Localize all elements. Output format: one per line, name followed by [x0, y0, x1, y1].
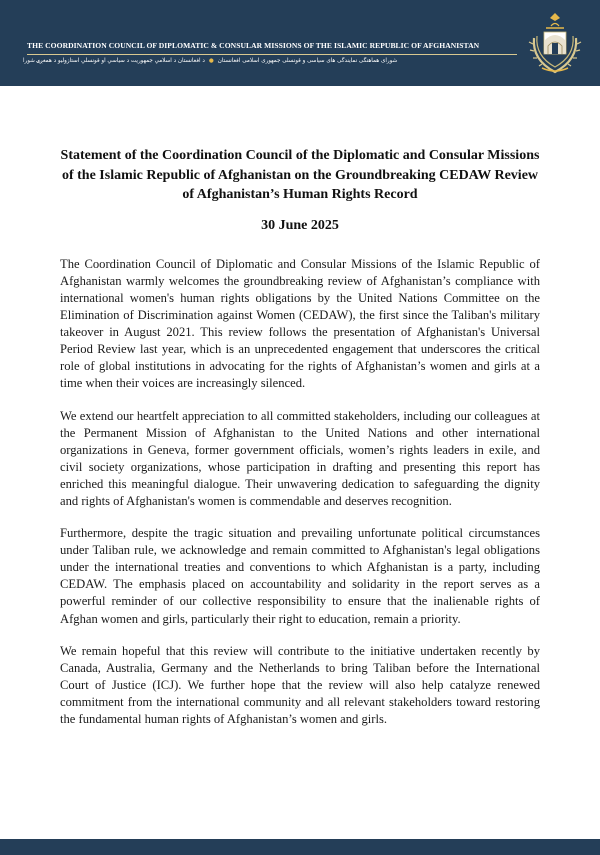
- org-name-english: THE COORDINATION COUNCIL OF DIPLOMATIC & CONSULAR MISSIONS OF THE ISLAMIC REPUBLIC OF AFGHANISTAN: [27, 41, 480, 50]
- statement-date: 30 June 2025: [261, 217, 339, 233]
- letterhead-band: [0, 0, 600, 86]
- footer-band: [0, 839, 600, 855]
- org-name-local: [23, 58, 517, 64]
- paragraph: Furthermore, despite the tragic situation and prevailing unfortunate political circumstances under Taliban rule, we acknowledge and remain committed to Afghanistan's legal obligations under the international treaties and conventions to which Afghanistan is a party, including CEDAW. The emphasis placed on accountability and solidarity in the report serves as a powerful reminder of our collective responsibility to ensure that the inalienable rights of Afghan women and girls, particularly their right to education, remain a priority.: [60, 526, 540, 626]
- afghan-emblem-icon: [524, 10, 586, 76]
- org-name-dari: شورای هماهنگی نمایندگی های سیاسی و قونسلی جمهوری اسلامی افغانستان: [217, 58, 398, 64]
- paragraph: We extend our heartfelt appreciation to all committed stakeholders, including our colleagues at the Permanent Mission of Afghanistan to the United Nations and other international organizations in Geneva, former government officials, women’s rights leaders in exile, and civil society organizations, whose participation in drafting and presenting this report has enriched this meaningful dialogue. Their unwavering dedication to safeguarding the dignity and rights of Afghanistan's women is commendable and deserves recognition.: [60, 408, 540, 508]
- statement-body: [60, 146, 540, 728]
- header-divider: [27, 54, 517, 55]
- org-name-pashto: د افغانستان د اسلامي جمهوريت د سياسي او قونسلي استازوليو د همغږۍ شورا: [23, 58, 205, 64]
- paragraph: The Coordination Council of Diplomatic and Consular Missions of the Islamic Republic of Afghanistan warmly welcomes the groundbreaking review of Afghanistan’s compliance with international women's human rights obligations by the United Nations Committee on the Elimination of Discrimination against Women (CEDAW), the first since the Taliban's military takeover in August 2021. This review follows the presentation of Afghanistan's Universal Period Review last year, which is an unprecedented engagement that underscores the critical role of global institutions in advocating for the rights of Afghanistan’s women and girls at a time when their voices are increasingly silenced.: [60, 256, 540, 391]
- paragraph: We remain hopeful that this review will contribute to the initiative undertaken recently by Canada, Australia, Germany and the Netherlands to bring Taliban before the International Court of Justice (ICJ). We further hope that the review will also help catalyze renewed commitment from the international community and all relevant stakeholders toward restoring the fundamental human rights of Afghanistan’s women and girls.: [60, 643, 540, 727]
- separator-dot-icon: ●: [208, 58, 214, 64]
- statement-title: Statement of the Coordination Council of the Diplomatic and Consular Missions of the Islamic Republic of Afghanistan on the Groundbreaking CEDAW Review of Afghanistan’s Human Rights Record: [60, 148, 540, 203]
